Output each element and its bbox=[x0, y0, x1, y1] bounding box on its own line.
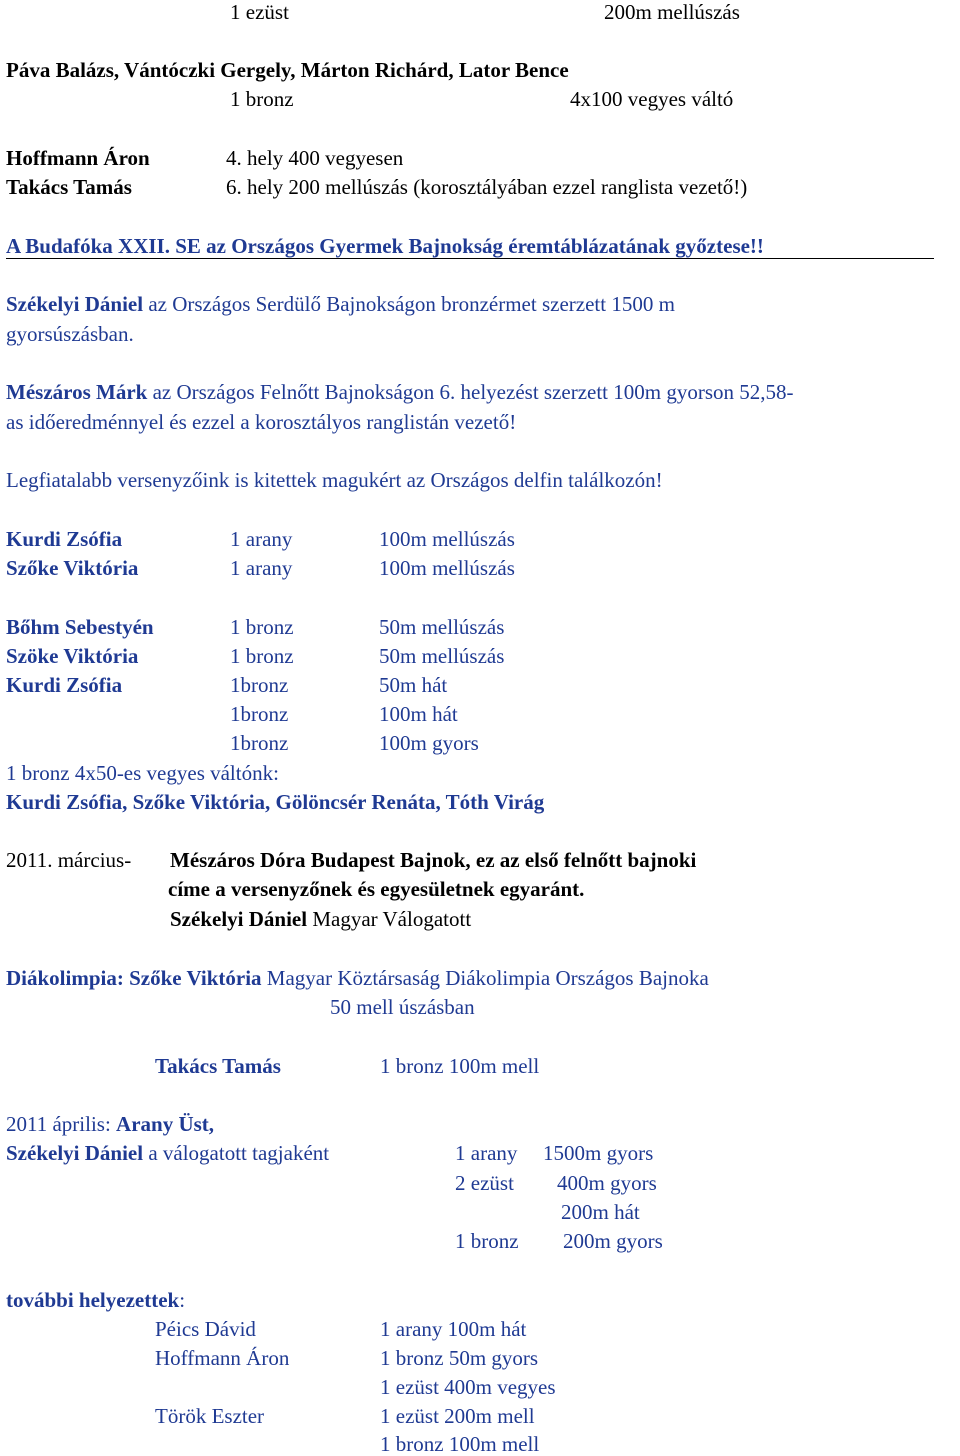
result-medal: 2 ezüst bbox=[455, 1171, 514, 1195]
section-label: további helyezettek bbox=[6, 1288, 180, 1312]
athlete-name: Szőke Viktória bbox=[6, 556, 139, 580]
result-medal: 1 bronz bbox=[230, 615, 294, 639]
athlete-name: Hoffmann Áron bbox=[155, 1346, 290, 1370]
result-medal: 1 bronz bbox=[230, 644, 294, 668]
result-event: 1500m gyors bbox=[543, 1141, 654, 1165]
result-text: 1 ezüst 200m mell bbox=[380, 1404, 535, 1428]
further-header bbox=[6, 1288, 185, 1312]
result-event: 200m mellúszás bbox=[604, 0, 740, 24]
result-medal: 1 arany bbox=[455, 1141, 518, 1165]
result-event: 100m mellúszás bbox=[379, 527, 515, 551]
headline-underline bbox=[6, 258, 934, 259]
paragraph-text: az Országos Serdülő Bajnokságon bronzérmet szerzett 1500 m bbox=[143, 292, 675, 316]
result-text: 1 bronz 50m gyors bbox=[380, 1346, 539, 1370]
result-event: 200m gyors bbox=[563, 1229, 663, 1253]
result-event: 200m hát bbox=[561, 1200, 640, 1224]
result-medal: 1 arany bbox=[230, 556, 293, 580]
result-text: 1 bronz 100m mell bbox=[380, 1432, 540, 1456]
result-medal: 1 arany bbox=[230, 527, 293, 551]
result-text: 1 arany 100m hát bbox=[380, 1317, 527, 1341]
relay-team: Páva Balázs, Vántóczki Gergely, Márton Richárd, Lator Bence bbox=[6, 58, 569, 82]
date-label: 2011 április: bbox=[6, 1112, 117, 1136]
athlete-name: Szőke Viktória bbox=[123, 966, 262, 990]
result-event: 50m mellúszás bbox=[379, 644, 505, 668]
achievement-text: 50 mell úszásban bbox=[330, 995, 475, 1019]
diakolimpia-line bbox=[6, 966, 709, 990]
result-event: 100m gyors bbox=[379, 731, 479, 755]
athlete-name: Székelyi Dániel bbox=[6, 1141, 144, 1165]
achievement-text: Magyar Köztársaság Diákolimpia Országos Bajnoka bbox=[261, 966, 709, 990]
athlete-result: 4. hely 400 vegyesen bbox=[226, 146, 404, 170]
paragraph-szekelyi bbox=[6, 292, 675, 316]
result-text: 1 bronz 100m mell bbox=[380, 1054, 540, 1078]
april-athlete bbox=[6, 1141, 329, 1165]
april-line bbox=[6, 1112, 214, 1136]
relay-team: Kurdi Zsófia, Szőke Viktória, Gölöncsér Renáta, Tóth Virág bbox=[6, 790, 545, 814]
event-name: Arany Üst, bbox=[116, 1112, 215, 1136]
achievement-line: címe a versenyzőnek és egyesületnek egyaránt. bbox=[168, 877, 585, 901]
result-medal: 1bronz bbox=[230, 731, 289, 755]
athlete-name: Török Eszter bbox=[155, 1404, 265, 1428]
relay-event: 4x100 vegyes váltó bbox=[570, 87, 734, 111]
result-medal: 1 bronz bbox=[455, 1229, 519, 1253]
paragraph-text: gyorsúszásban. bbox=[6, 322, 134, 346]
result-medal: 1bronz bbox=[230, 702, 289, 726]
result-text: 1 ezüst 400m vegyes bbox=[380, 1375, 556, 1399]
athlete-role: a válogatott tagjaként bbox=[143, 1141, 330, 1165]
athlete-name: Kurdi Zsófia bbox=[6, 673, 123, 697]
athlete-result: 6. hely 200 mellúszás (korosztályában ezzel ranglista vezető!) bbox=[226, 175, 748, 199]
paragraph-text: as időeredménnyel és ezzel a korosztályos ranglistán vezető! bbox=[6, 410, 517, 434]
label-colon: : bbox=[179, 1288, 186, 1312]
paragraph-text: az Országos Felnőtt Bajnokságon 6. helyezést szerzett 100m gyorson 52,58- bbox=[147, 380, 794, 404]
result-medal: 1bronz bbox=[230, 673, 289, 697]
relay-label: 1 bronz 4x50-es vegyes váltónk: bbox=[6, 761, 279, 785]
result-event: 100m mellúszás bbox=[379, 556, 515, 580]
athlete-name: Bőhm Sebestyén bbox=[6, 615, 154, 639]
result-event: 100m hát bbox=[379, 702, 458, 726]
athlete-name: Székelyi Dániel bbox=[170, 907, 308, 931]
athlete-name: Szöke Viktória bbox=[6, 644, 139, 668]
athlete-name: Takács Tamás bbox=[6, 175, 132, 199]
section-label: Diákolimpia: bbox=[6, 966, 124, 990]
athlete-name: Székelyi Dániel bbox=[6, 292, 144, 316]
headline: A Budafóka XXII. SE az Országos Gyermek Bajnokság éremtáblázatának győztese!! bbox=[6, 234, 764, 258]
result-medal: 1 ezüst bbox=[230, 0, 289, 24]
result-event: 50m hát bbox=[379, 673, 448, 697]
paragraph-delfin: Legfiatalabb versenyzőink is kitettek magukért az Országos delfin találkozón! bbox=[6, 468, 663, 492]
achievement-text: Magyar Válogatott bbox=[307, 907, 472, 931]
athlete-name: Péics Dávid bbox=[155, 1317, 256, 1341]
athlete-name: Mészáros Márk bbox=[6, 380, 148, 404]
result-event: 400m gyors bbox=[557, 1171, 657, 1195]
relay-medal: 1 bronz bbox=[230, 87, 294, 111]
result-event: 50m mellúszás bbox=[379, 615, 505, 639]
achievement-line: Mészáros Dóra Budapest Bajnok, ez az első felnőtt bajnoki bbox=[170, 848, 697, 872]
achievement-szekelyi bbox=[170, 907, 471, 931]
athlete-name: Hoffmann Áron bbox=[6, 146, 150, 170]
athlete-name: Takács Tamás bbox=[155, 1054, 281, 1078]
paragraph-meszaros bbox=[6, 380, 794, 404]
date-label: 2011. március- bbox=[6, 848, 132, 872]
athlete-name: Kurdi Zsófia bbox=[6, 527, 123, 551]
